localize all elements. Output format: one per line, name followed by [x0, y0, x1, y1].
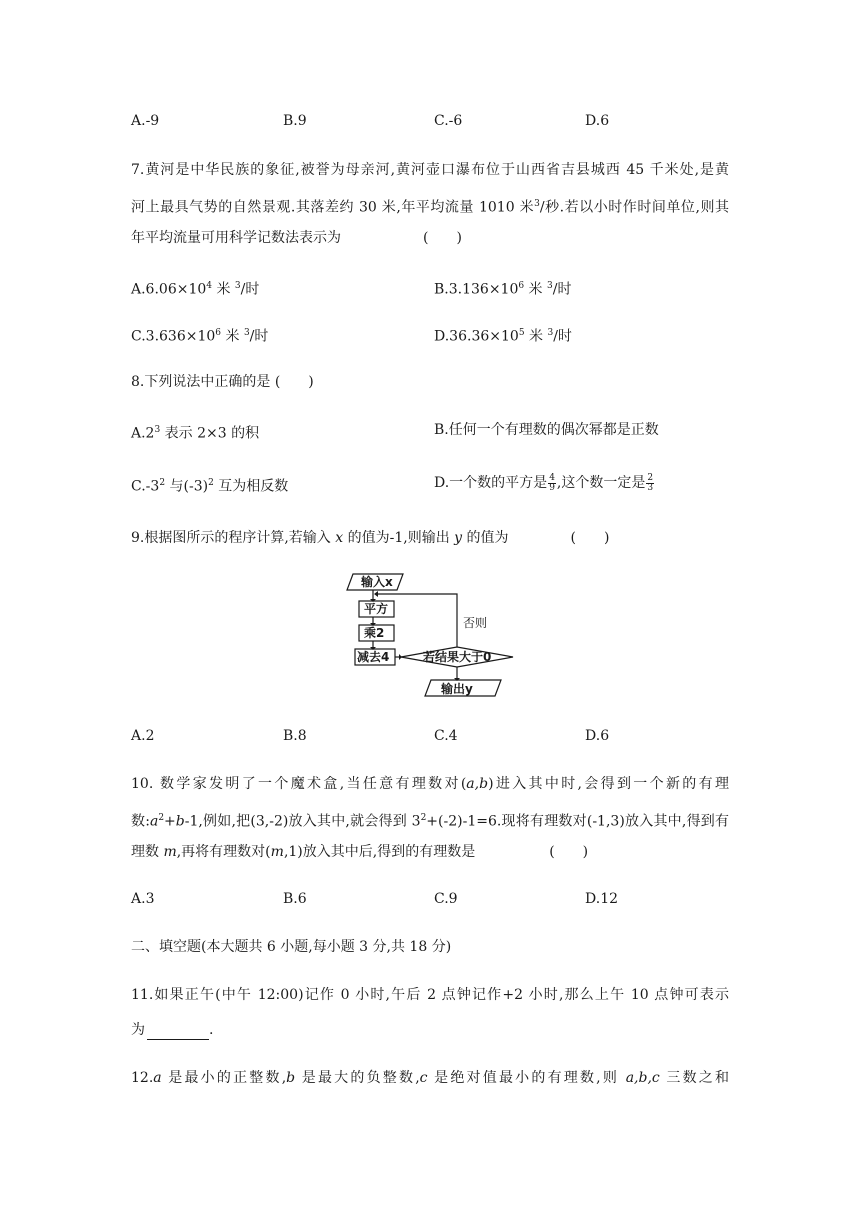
flow-arrowhead-4 [399, 654, 402, 660]
q6-option-d: D.6 [585, 113, 610, 129]
q9-option-a: A.2 [131, 728, 155, 744]
flow-output-label: 输出y [441, 682, 473, 696]
flow-else-label: 否则 [463, 616, 488, 630]
q7-stem-line1: 7.黄河是中华民族的象征,被誉为母亲河,黄河壶口瀑布位于山西省吉县城西 45 千米处,是黄 [131, 162, 729, 178]
q11-stem-line1: 11.如果正午(中午 12:00)记作 0 小时,午后 2 点钟记作+2 小时,那么上午 10 点钟可表示 [131, 987, 729, 1003]
q6-option-a: A.-9 [131, 113, 160, 129]
q8-option-a: $A.2^3$ 表示 2×3 的积 [131, 425, 260, 442]
q6-option-b: B.9 [283, 113, 307, 129]
q11-stem-line2: 为 . [131, 1022, 214, 1038]
q9-option-b: B.8 [283, 728, 307, 744]
q8-stem: 8.下列说法中正确的是 ( ) [131, 374, 314, 390]
section-heading: 二、填空题(本大题共 6 小题,每小题 3 分,共 18 分) [131, 939, 452, 955]
flow-minus4-label: 减去4 [357, 650, 390, 664]
q11-answer-blank[interactable] [147, 1025, 209, 1040]
q9-stem: 9.根据图所示的程序计算,若输入 x 的值为-1,则输出 y 的值为 ( ) [131, 530, 610, 546]
q7-option-c: $C.3.636\times 10^6$ 米 $^3$/时 [131, 328, 269, 345]
q7-option-d: $D.36.36\times 10^5$ 米 $^3$/时 [434, 328, 572, 345]
q8-option-b: B.任何一个有理数的偶次幂都是正数 [434, 422, 659, 438]
program-flowchart [341, 568, 521, 702]
q6-option-c: C.-6 [434, 113, 463, 129]
fraction-four-ninths: $\frac{4}{9}$ [549, 472, 555, 493]
q7-option-a: $A.6.06\times 10^4$ 米 $^3$/时 [131, 281, 260, 298]
q10-stem-line3: 理数 m,再将有理数对(m,1)放入其中后,得到的有理数是 ( ) [131, 844, 589, 860]
q10-option-d: D.12 [585, 891, 619, 907]
q12-stem-line1: 12.a 是最小的正整数,b 是最大的负整数,c 是绝对值最小的有理数,则 a,b,c 三数之和 [131, 1070, 730, 1086]
q7-option-b: $B.3.136\times 10^6$ 米 $^3$/时 [434, 281, 572, 298]
q8-option-d: D.一个数的平方是 $\frac{4}{9}$ ,这个数一定是 $\frac{2}{3}$ [434, 472, 654, 493]
fraction-two-thirds: $\frac{2}{3}$ [647, 472, 654, 493]
flow-arrowhead-loop [374, 591, 378, 597]
q10-option-c: C.9 [434, 891, 458, 907]
q10-option-a: A.3 [131, 891, 155, 907]
q9-option-c: C.4 [434, 728, 458, 744]
q9-option-d: D.6 [585, 728, 610, 744]
q10-stem-line2: 数$:a^2+b-1$,例如,把(3,-2)放入其中,就会得到 $3^2+(-2)-1=6$.现将有理数对(-1,3)放入其中,得到有 [131, 813, 730, 830]
q8-option-c: $C.-3^2$ 与$(-3)^2$ 互为相反数 [131, 478, 289, 495]
flow-condition-label: 若结果大于0 [423, 650, 492, 664]
flow-times2-label: 乘2 [364, 626, 385, 640]
flow-square-label: 平方 [364, 602, 389, 616]
flow-input-label: 输入x [361, 575, 393, 589]
q7-stem-line2: 河上最具气势的自然景观.其落差约 30 米,年平均流量 1010 米$^3$/秒.若以小时作时间单位,则其 [131, 199, 729, 216]
q10-stem-line1: 10. 数学家发明了一个魔术盒,当任意有理数对(a,b)进入其中时,会得到一个新的有理 [131, 776, 729, 792]
q7-stem-line3: 年平均流量可用科学记数法表示为 ( ) [131, 230, 462, 246]
q10-option-b: B.6 [283, 891, 307, 907]
